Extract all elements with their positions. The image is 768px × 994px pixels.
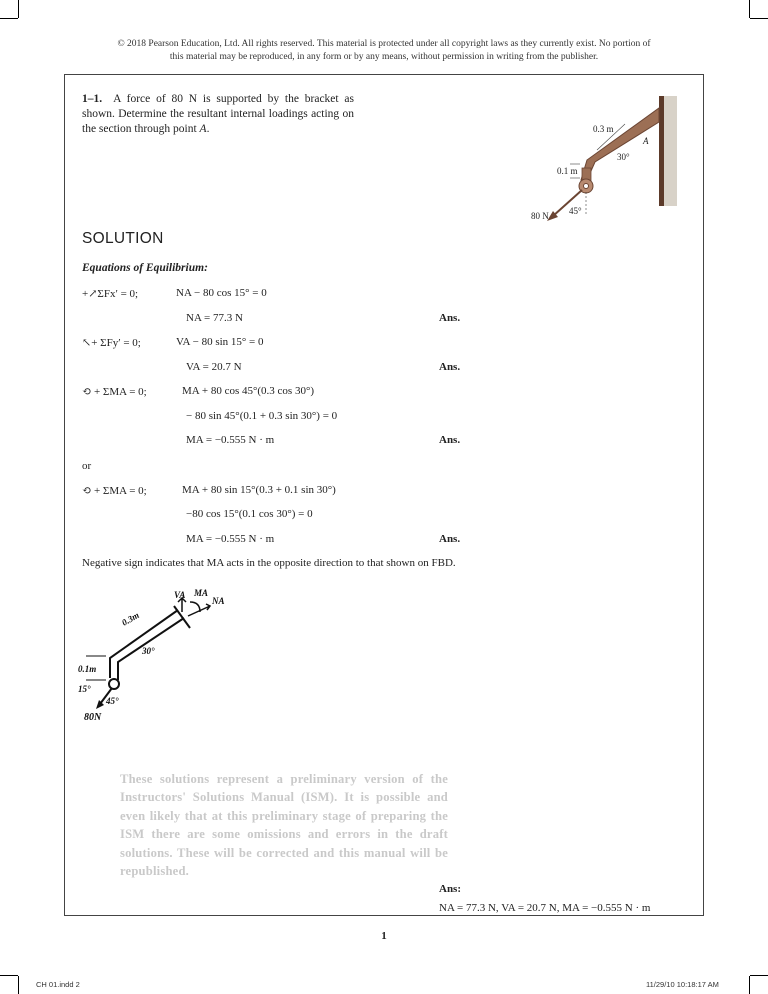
- crop-mark: [0, 18, 18, 19]
- crop-mark: [0, 975, 18, 976]
- fbd-label-45deg: 45°: [106, 696, 119, 706]
- eq4-result: MA = −0.555 N · m: [186, 533, 275, 545]
- eq3-result: MA = −0.555 N · m: [186, 434, 275, 446]
- footer-timestamp: 11/29/10 10:18:17 AM: [646, 980, 719, 989]
- wall-plate: [659, 96, 664, 206]
- fbd-label-15deg: 15°: [78, 684, 91, 694]
- eq1-label: +↗ΣFx′ = 0;: [82, 288, 139, 300]
- crop-mark: [749, 0, 750, 18]
- free-body-diagram: [70, 588, 240, 728]
- final-answer-label: Ans:: [439, 883, 462, 895]
- fbd-label-va: VA: [174, 590, 186, 600]
- copyright-line-2: this material may be reproduced, in any form or by any means, without permission in writing from the publisher.: [169, 52, 599, 62]
- label-0-1m: 0.1 m: [557, 166, 578, 176]
- crop-mark: [18, 976, 19, 994]
- solution-heading: SOLUTION: [82, 230, 164, 247]
- eq1-result: NA = 77.3 N: [186, 312, 243, 324]
- wall: [663, 96, 677, 206]
- negative-sign-note: Negative sign indicates that MA acts in the opposite direction to that shown on FBD.: [82, 557, 456, 569]
- eq1-line1: NA − 80 cos 15° = 0: [176, 287, 267, 299]
- crop-mark: [18, 0, 19, 18]
- label-45deg: 45°: [569, 206, 582, 216]
- problem-text: A force of 80 N is supported by the bracket as shown. Determine the resultant internal loadings acting on the section through point: [82, 93, 354, 135]
- crop-mark: [750, 975, 768, 976]
- ans-label: Ans.: [439, 361, 461, 373]
- fbd-label-ma: MA: [194, 588, 209, 598]
- fbd-label-80N: 80N: [84, 712, 102, 723]
- fbd-va-arrow: [178, 598, 186, 612]
- final-answer-text: NA = 77.3 N, VA = 20.7 N, MA = −0.555 N · m: [439, 902, 651, 914]
- footer-file-name: CH 01.indd 2: [36, 980, 80, 989]
- bracket-figure: [525, 92, 685, 227]
- copyright-notice: [0, 38, 768, 64]
- problem-statement: [82, 92, 354, 137]
- fbd-label-0-3m: 0.3m: [120, 609, 141, 628]
- problem-number: 1–1.: [82, 93, 103, 105]
- eq2-result: VA = 20.7 N: [186, 361, 242, 373]
- preliminary-watermark: These solutions represent a preliminary version of the Instructors' Solutions Manual (ISM). It is possible and even likely that at this preliminary stage of preparing the ISM there are some omissions and errors in the draft solutions. These will be corrected and this manual will be republished.: [120, 772, 448, 879]
- eq4-label: ⟲ + ΣMA = 0;: [82, 485, 147, 497]
- ans-label: Ans.: [439, 533, 461, 545]
- eq2-line1: VA − 80 sin 15° = 0: [176, 336, 264, 348]
- label-30deg: 30°: [617, 152, 630, 162]
- crop-mark: [749, 976, 750, 994]
- ans-label: Ans.: [439, 434, 461, 446]
- page-number: 1: [381, 930, 387, 942]
- problem-point: A: [199, 123, 207, 135]
- fbd-label-0-1m: 0.1m: [78, 664, 97, 674]
- problem-period: .: [206, 123, 210, 135]
- fbd-label-na: NA: [212, 596, 225, 606]
- eq4-line2: −80 cos 15°(0.1 cos 30°) = 0: [186, 508, 313, 520]
- eq3-label: ⟲ + ΣMA = 0;: [82, 386, 147, 398]
- bracket-pin: [584, 184, 589, 189]
- fbd-eye: [109, 679, 119, 689]
- copyright-line-1: © 2018 Pearson Education, Ltd. All rights reserved. This material is protected under all copyright laws as they currently exist. No portion of: [117, 39, 651, 49]
- eq3-line1: MA + 80 cos 45°(0.3 cos 30°): [182, 385, 315, 397]
- label-0-3m: 0.3 m: [593, 124, 614, 134]
- eq4-line1: MA + 80 sin 15°(0.3 + 0.1 sin 30°): [182, 484, 336, 496]
- fbd-label-30deg: 30°: [142, 646, 155, 656]
- crop-mark: [750, 18, 768, 19]
- ans-label: Ans.: [439, 312, 461, 324]
- label-A: A: [643, 136, 649, 146]
- equations-heading: Equations of Equilibrium:: [82, 262, 208, 274]
- or-text: or: [82, 460, 92, 472]
- label-80N: 80 N: [531, 211, 549, 221]
- eq2-label: ↖+ ΣFy′ = 0;: [82, 337, 141, 349]
- eq3-line2: − 80 sin 45°(0.1 + 0.3 sin 30°) = 0: [186, 410, 338, 422]
